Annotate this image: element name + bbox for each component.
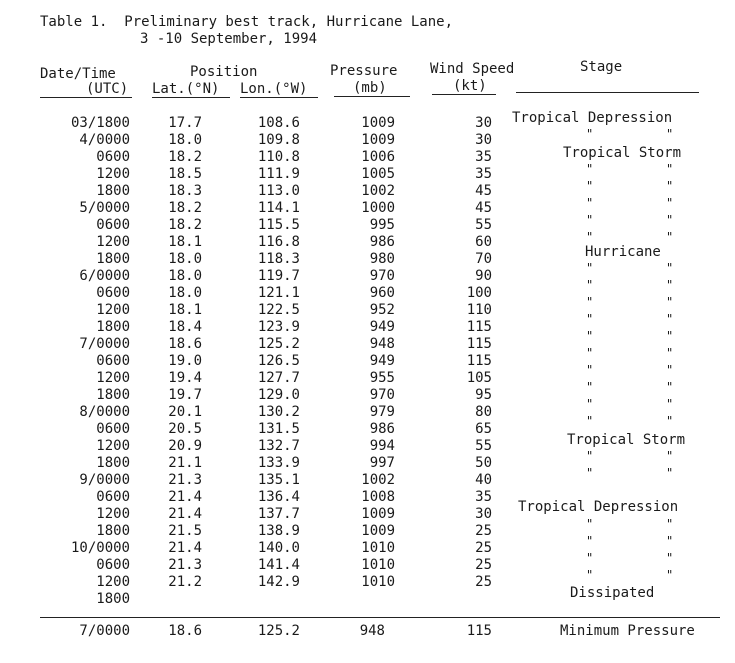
header-lon: Lon.(°W) (240, 81, 308, 97)
row-date: 1200 (96, 574, 130, 590)
table-row (0, 268, 735, 285)
header-pressure-unit: (mb) (353, 80, 387, 96)
ditto-mark: " (666, 261, 674, 275)
row-date: 9/0000 (79, 472, 130, 488)
row-date: 0600 (96, 149, 130, 165)
row-lat: 18.6 (168, 336, 202, 352)
row-lon: 126.5 (257, 353, 300, 369)
summary-wind: 115 (466, 623, 492, 639)
row-wind: 25 (475, 540, 492, 556)
ditto-mark: " (586, 363, 594, 377)
row-date: 0600 (96, 353, 130, 369)
row-lon: 114.1 (257, 200, 300, 216)
row-wind: 115 (466, 336, 492, 352)
row-pressure: 949 (369, 319, 395, 335)
table-subtitle: 3 -10 September, 1994 (140, 31, 318, 47)
table-row (0, 353, 735, 370)
row-pressure: 1009 (361, 506, 395, 522)
row-date: 1200 (96, 438, 130, 454)
ditto-mark: " (586, 534, 594, 548)
row-wind: 100 (466, 285, 492, 301)
row-pressure: 1002 (361, 472, 395, 488)
row-lat: 18.0 (168, 285, 202, 301)
row-lat: 18.1 (168, 302, 202, 318)
ditto-mark: " (586, 179, 594, 193)
ditto-mark: " (586, 162, 594, 176)
header-position: Position (190, 64, 258, 80)
row-lat: 18.2 (168, 149, 202, 165)
summary-label: Minimum Pressure (560, 623, 695, 639)
row-pressure: 986 (369, 421, 395, 437)
row-pressure: 1009 (361, 523, 395, 539)
row-lon: 130.2 (257, 404, 300, 420)
row-lon: 119.7 (257, 268, 300, 284)
ditto-mark: " (666, 568, 674, 582)
row-lat: 18.5 (168, 166, 202, 182)
table-row (0, 472, 735, 489)
row-pressure: 997 (369, 455, 395, 471)
ditto-mark: " (666, 230, 674, 244)
row-date: 1800 (96, 251, 130, 267)
header-stage-rule (516, 92, 699, 93)
row-wind: 45 (475, 200, 492, 216)
header-wind-unit: (kt) (453, 78, 487, 94)
row-date: 1800 (96, 319, 130, 335)
row-wind: 115 (466, 353, 492, 369)
row-date: 6/0000 (79, 268, 130, 284)
row-lat: 20.1 (168, 404, 202, 420)
row-lat: 18.0 (168, 132, 202, 148)
row-wind: 30 (475, 506, 492, 522)
header-lat: Lat.(°N) (152, 81, 220, 97)
row-lon: 123.9 (257, 319, 300, 335)
row-wind: 25 (475, 557, 492, 573)
row-wind: 65 (475, 421, 492, 437)
row-lat: 21.3 (168, 472, 202, 488)
row-pressure: 1010 (361, 540, 395, 556)
ditto-mark: " (666, 346, 674, 360)
table-row (0, 183, 735, 200)
ditto-mark: " (586, 127, 594, 141)
row-wind: 35 (475, 166, 492, 182)
ditto-mark: " (666, 517, 674, 531)
row-lon: 127.7 (257, 370, 300, 386)
row-lon: 122.5 (257, 302, 300, 318)
ditto-mark: " (666, 534, 674, 548)
ditto-mark: " (586, 397, 594, 411)
row-lat: 19.0 (168, 353, 202, 369)
row-date: 1200 (96, 166, 130, 182)
row-lon: 125.2 (257, 336, 300, 352)
ditto-mark: " (586, 312, 594, 326)
row-pressure: 952 (369, 302, 395, 318)
row-pressure: 955 (369, 370, 395, 386)
stage-hurricane: Hurricane (585, 244, 661, 260)
row-pressure: 1010 (361, 557, 395, 573)
row-wind: 95 (475, 387, 492, 403)
row-pressure: 980 (369, 251, 395, 267)
row-lat: 18.1 (168, 234, 202, 250)
row-wind: 70 (475, 251, 492, 267)
row-date: 7/0000 (79, 336, 130, 352)
ditto-mark: " (586, 517, 594, 531)
header-stage: Stage (580, 59, 623, 75)
row-lat: 18.2 (168, 200, 202, 216)
ditto-mark: " (666, 213, 674, 227)
ditto-mark: " (666, 295, 674, 309)
ditto-mark: " (586, 466, 594, 480)
table-row (0, 319, 735, 336)
ditto-mark: " (586, 261, 594, 275)
row-pressure: 995 (369, 217, 395, 233)
row-wind: 55 (475, 217, 492, 233)
row-lat: 21.4 (168, 540, 202, 556)
row-date: 4/0000 (79, 132, 130, 148)
row-lon: 131.5 (257, 421, 300, 437)
table-row (0, 285, 735, 302)
row-date: 0600 (96, 217, 130, 233)
row-pressure: 1006 (361, 149, 395, 165)
ditto-mark: " (586, 230, 594, 244)
row-date: 1800 (96, 591, 130, 607)
row-lat: 19.7 (168, 387, 202, 403)
table-row (0, 455, 735, 472)
row-pressure: 1005 (361, 166, 395, 182)
row-wind: 60 (475, 234, 492, 250)
row-pressure: 970 (369, 387, 395, 403)
summary-lat: 18.6 (168, 623, 202, 639)
ditto-mark: " (586, 295, 594, 309)
header-wind-rule (432, 94, 496, 95)
ditto-mark: " (666, 380, 674, 394)
row-lon: 113.0 (257, 183, 300, 199)
table-row (0, 166, 735, 183)
row-lat: 18.0 (168, 268, 202, 284)
row-pressure: 979 (369, 404, 395, 420)
row-lon: 116.8 (257, 234, 300, 250)
ditto-mark: " (586, 551, 594, 565)
ditto-mark: " (666, 414, 674, 428)
row-lon: 108.6 (257, 115, 300, 131)
ditto-mark: " (666, 449, 674, 463)
row-wind: 50 (475, 455, 492, 471)
summary-row (0, 623, 735, 640)
row-pressure: 948 (369, 336, 395, 352)
summary-pressure: 948 (359, 623, 385, 639)
row-lon: 110.8 (257, 149, 300, 165)
row-wind: 115 (466, 319, 492, 335)
row-wind: 30 (475, 115, 492, 131)
row-lon: 111.9 (257, 166, 300, 182)
table-row (0, 336, 735, 353)
ditto-mark: " (586, 346, 594, 360)
table-row (0, 557, 735, 574)
row-date: 1800 (96, 455, 130, 471)
ditto-mark: " (586, 213, 594, 227)
row-date: 1200 (96, 234, 130, 250)
row-pressure: 1008 (361, 489, 395, 505)
stage-tropical-storm-1: Tropical Storm (563, 145, 682, 161)
summary-date: 7/0000 (79, 623, 130, 639)
row-date: 1200 (96, 370, 130, 386)
row-wind: 35 (475, 149, 492, 165)
row-wind: 110 (466, 302, 492, 318)
ditto-mark: " (666, 278, 674, 292)
ditto-mark: " (586, 568, 594, 582)
row-lat: 18.0 (168, 251, 202, 267)
row-lat: 18.3 (168, 183, 202, 199)
row-wind: 105 (466, 370, 492, 386)
header-date: Date/Time (40, 66, 116, 82)
summary-rule (40, 617, 720, 618)
row-lon: 137.7 (257, 506, 300, 522)
row-wind: 40 (475, 472, 492, 488)
row-lat: 18.2 (168, 217, 202, 233)
row-lat: 20.9 (168, 438, 202, 454)
ditto-mark: " (586, 380, 594, 394)
row-date: 8/0000 (79, 404, 130, 420)
header-lat-rule (152, 97, 230, 98)
table-title: Table 1. Preliminary best track, Hurricane Lane, (40, 14, 454, 30)
ditto-mark: " (666, 397, 674, 411)
stage-tropical-depression-2: Tropical Depression (518, 499, 679, 515)
row-pressure: 960 (369, 285, 395, 301)
row-date: 0600 (96, 489, 130, 505)
ditto-mark: " (666, 179, 674, 193)
row-wind: 80 (475, 404, 492, 420)
header-wind: Wind Speed (430, 61, 515, 77)
row-lon: 142.9 (257, 574, 300, 590)
header-lon-rule (240, 97, 318, 98)
row-pressure: 1000 (361, 200, 395, 216)
row-date: 0600 (96, 285, 130, 301)
row-lat: 21.4 (168, 489, 202, 505)
row-wind: 30 (475, 132, 492, 148)
row-wind: 25 (475, 523, 492, 539)
row-lat: 21.1 (168, 455, 202, 471)
row-pressure: 970 (369, 268, 395, 284)
ditto-mark: " (586, 414, 594, 428)
row-lon: 109.8 (257, 132, 300, 148)
row-lon: 132.7 (257, 438, 300, 454)
header-date-unit: (UTC) (86, 81, 129, 97)
ditto-mark: " (666, 466, 674, 480)
ditto-mark: " (666, 312, 674, 326)
row-lat: 17.7 (168, 115, 202, 131)
ditto-mark: " (666, 162, 674, 176)
header-pressure-rule (334, 96, 410, 97)
row-date: 1800 (96, 183, 130, 199)
ditto-mark: " (586, 449, 594, 463)
row-wind: 25 (475, 574, 492, 590)
stage-tropical-depression-1: Tropical Depression (512, 110, 673, 126)
table-row (0, 387, 735, 404)
row-date: 03/1800 (70, 115, 130, 131)
row-date: 1200 (96, 302, 130, 318)
table-row (0, 540, 735, 557)
row-date: 1800 (96, 387, 130, 403)
row-lon: 135.1 (257, 472, 300, 488)
row-lat: 18.4 (168, 319, 202, 335)
row-lon: 121.1 (257, 285, 300, 301)
stage-dissipated: Dissipated (570, 585, 655, 601)
ditto-mark: " (666, 196, 674, 210)
row-lon: 115.5 (257, 217, 300, 233)
row-lat: 20.5 (168, 421, 202, 437)
stage-tropical-storm-2: Tropical Storm (567, 432, 686, 448)
row-lon: 129.0 (257, 387, 300, 403)
table-row (0, 217, 735, 234)
summary-lon: 125.2 (257, 623, 300, 639)
row-date: 0600 (96, 557, 130, 573)
row-pressure: 1002 (361, 183, 395, 199)
row-pressure: 986 (369, 234, 395, 250)
row-lat: 21.4 (168, 506, 202, 522)
row-wind: 35 (475, 489, 492, 505)
row-pressure: 949 (369, 353, 395, 369)
ditto-mark: " (586, 196, 594, 210)
row-pressure: 994 (369, 438, 395, 454)
row-date: 1200 (96, 506, 130, 522)
row-lon: 141.4 (257, 557, 300, 573)
table-row (0, 523, 735, 540)
table-row (0, 302, 735, 319)
row-wind: 90 (475, 268, 492, 284)
row-date: 10/0000 (70, 540, 130, 556)
row-date: 0600 (96, 421, 130, 437)
ditto-mark: " (586, 278, 594, 292)
row-date: 5/0000 (79, 200, 130, 216)
row-wind: 45 (475, 183, 492, 199)
row-date: 1800 (96, 523, 130, 539)
row-lon: 118.3 (257, 251, 300, 267)
row-lat: 19.4 (168, 370, 202, 386)
table-row (0, 370, 735, 387)
row-wind: 55 (475, 438, 492, 454)
row-lat: 21.2 (168, 574, 202, 590)
table-row (0, 200, 735, 217)
row-lon: 138.9 (257, 523, 300, 539)
row-pressure: 1009 (361, 115, 395, 131)
row-pressure: 1010 (361, 574, 395, 590)
row-lat: 21.5 (168, 523, 202, 539)
ditto-mark: " (666, 363, 674, 377)
row-lon: 136.4 (257, 489, 300, 505)
ditto-mark: " (586, 329, 594, 343)
row-lon: 133.9 (257, 455, 300, 471)
header-pressure: Pressure (330, 63, 398, 79)
row-lon: 140.0 (257, 540, 300, 556)
ditto-mark: " (666, 127, 674, 141)
ditto-mark: " (666, 551, 674, 565)
row-lat: 21.3 (168, 557, 202, 573)
header-date-rule (40, 97, 132, 98)
ditto-mark: " (666, 329, 674, 343)
row-pressure: 1009 (361, 132, 395, 148)
table-row (0, 404, 735, 421)
